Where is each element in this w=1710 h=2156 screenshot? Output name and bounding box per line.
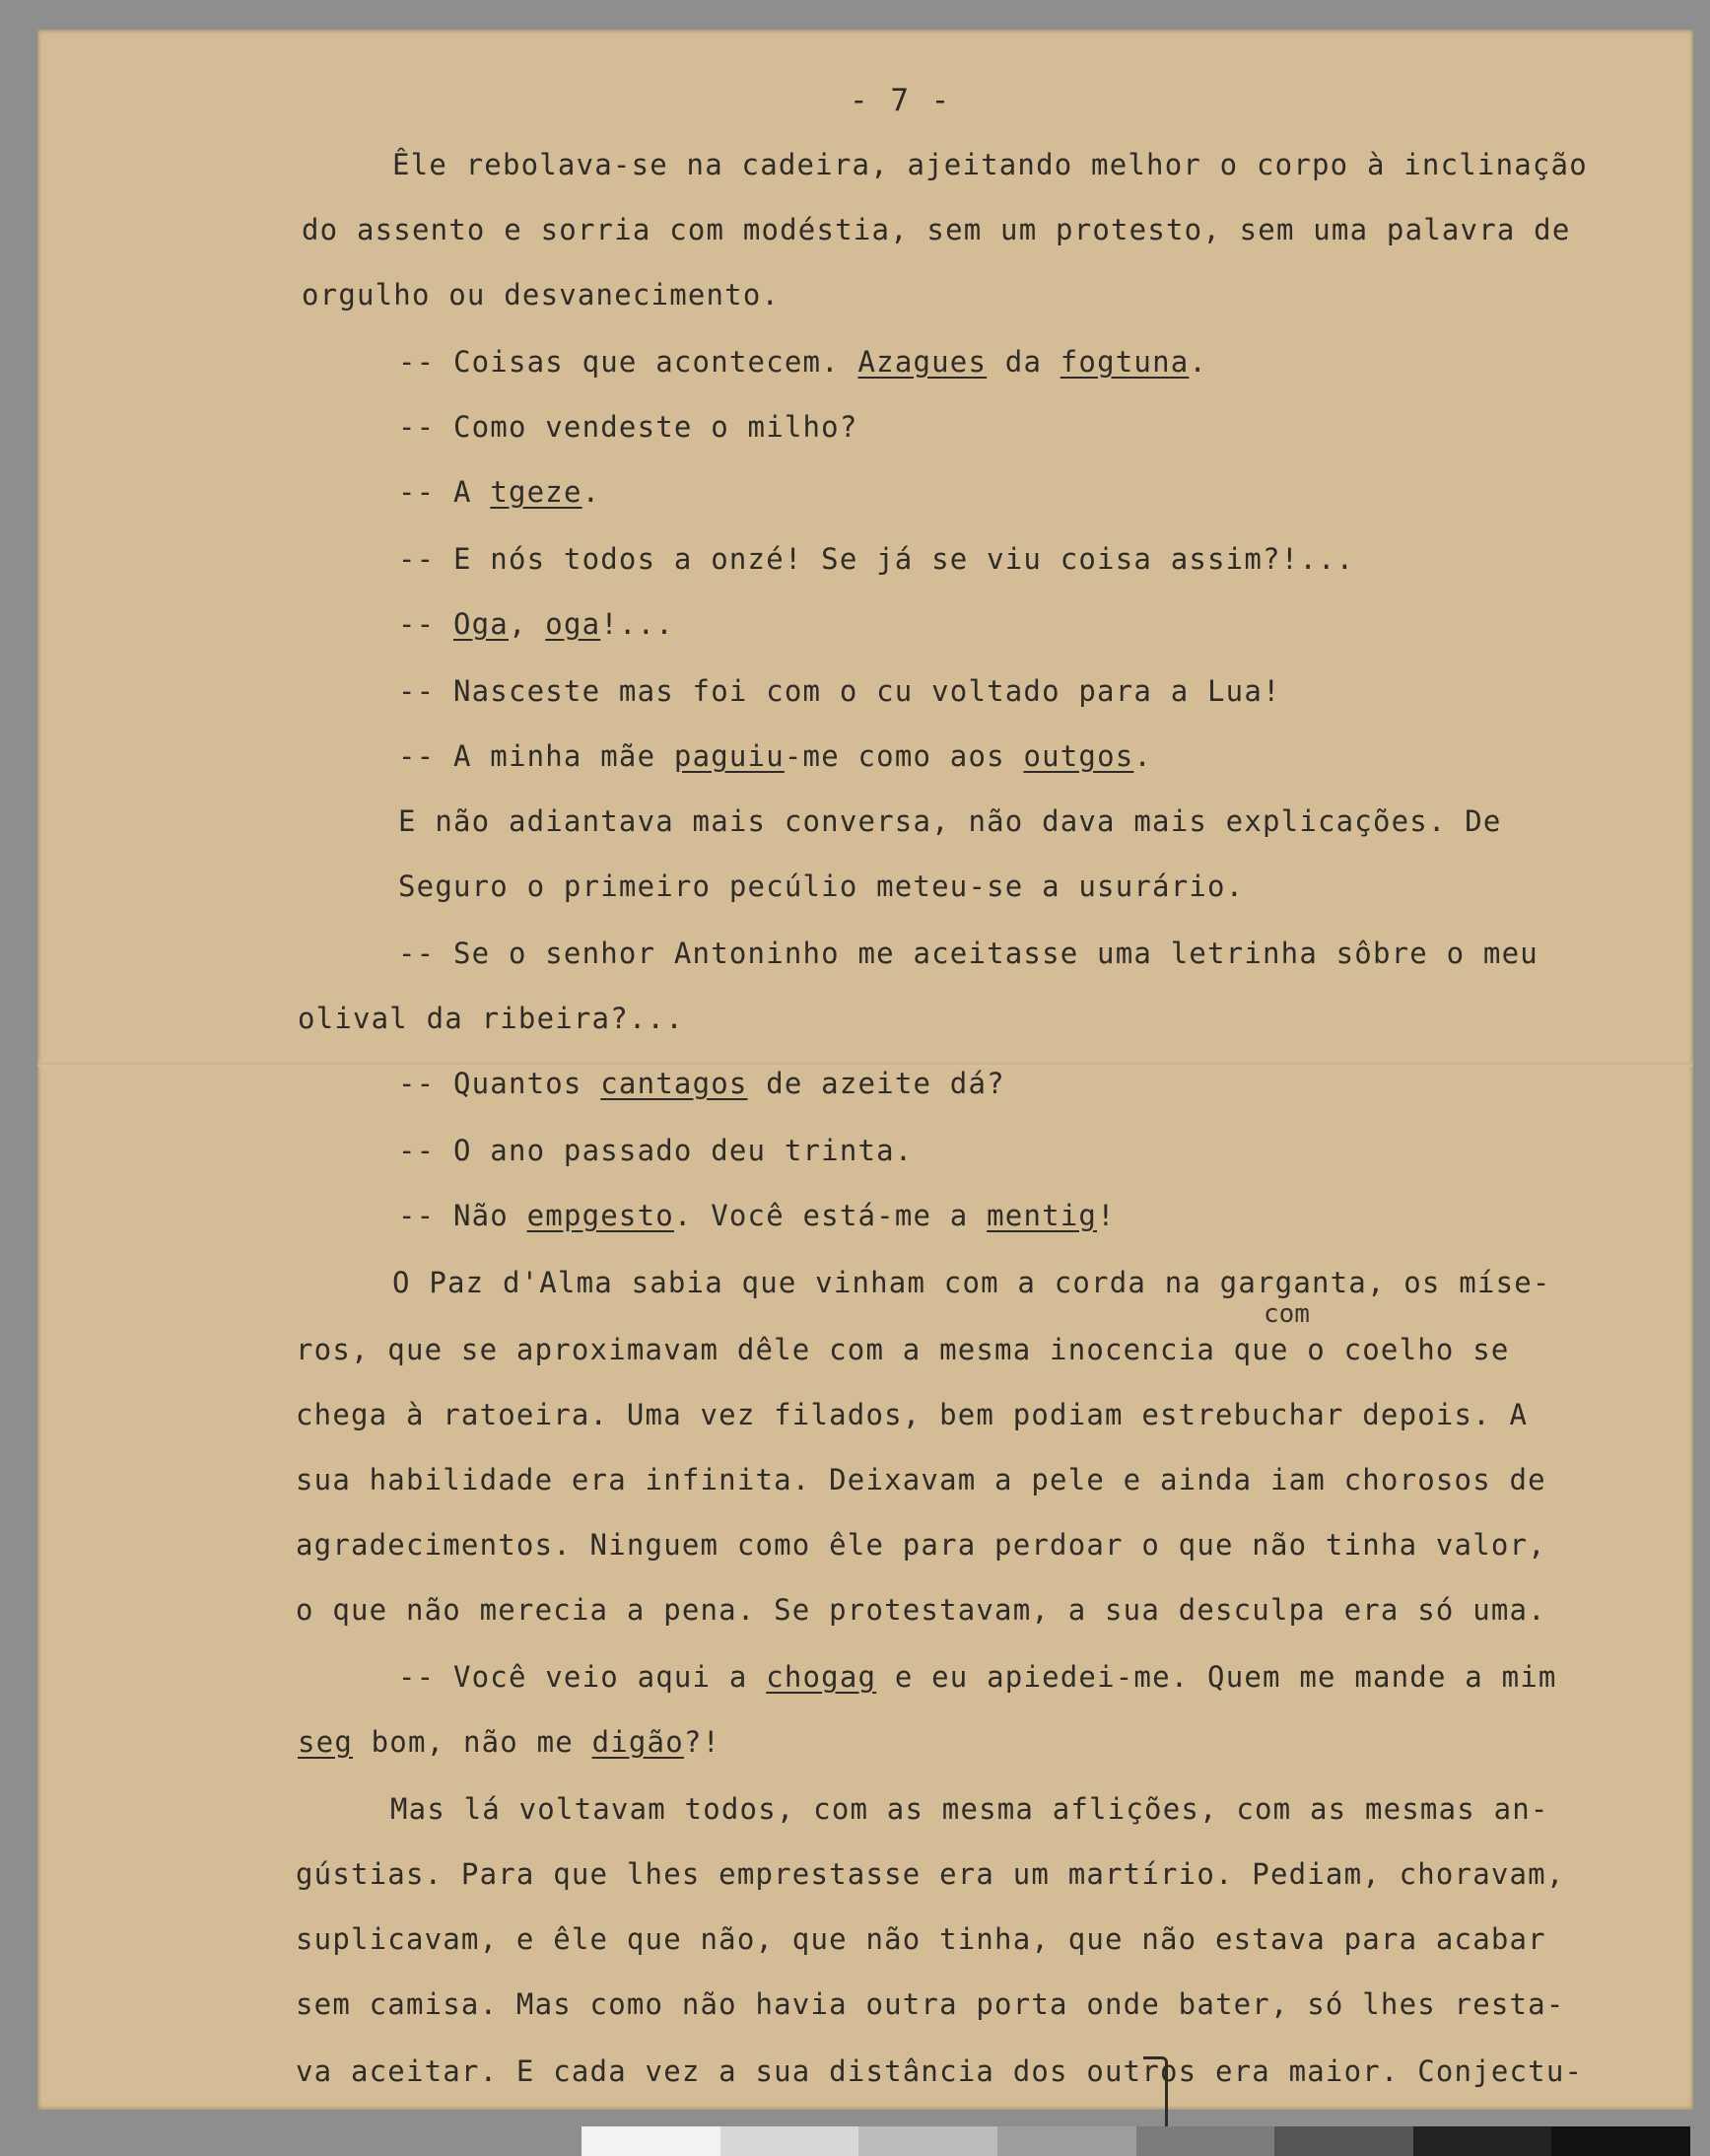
underlined-word: seg [298, 1725, 353, 1759]
text-line [398, 475, 600, 509]
text-line [392, 1266, 1551, 1299]
text-segment: Seguro o primeiro pecúlio meteu-se a usurário. [398, 869, 1245, 903]
text-line [398, 607, 674, 641]
underlined-word: fogtuna [1060, 345, 1190, 379]
text-segment: chega à ratoeira. Uma vez filados, bem podiam estrebuchar depois. A [296, 1398, 1529, 1431]
text-segment: da [987, 345, 1060, 379]
text-line [296, 1593, 1546, 1627]
text-line [398, 739, 1152, 773]
underlined-word: empgesto [526, 1199, 674, 1232]
text-segment: !... [600, 607, 674, 641]
text-line [398, 410, 858, 444]
text-segment: agradecimentos. Ninguem como êle para perdoar o que não tinha valor, [296, 1528, 1546, 1562]
text-line [296, 1987, 1565, 2021]
text-segment: suplicavam, e êle que não, que não tinha, que não estava para acabar [296, 1922, 1546, 1956]
text-line [398, 1134, 913, 1167]
text-segment: -- O ano passado deu trinta. [398, 1134, 914, 1167]
text-segment: -- A [398, 475, 491, 509]
text-segment: -- Quantos [398, 1067, 601, 1100]
text-segment: -- Se o senhor Antoninho me aceitasse uma letrinha sôbre o meu [398, 937, 1539, 970]
underlined-word: digão [591, 1725, 684, 1759]
underlined-word: Azagues [857, 345, 988, 379]
text-segment: , [508, 607, 546, 641]
text-line [298, 1002, 684, 1035]
underlined-word: tgeze [490, 475, 582, 509]
underlined-word: chogag [766, 1660, 877, 1694]
text-line [398, 1660, 1557, 1694]
text-segment: E não adiantava mais conversa, não dava mais explicações. De [398, 804, 1502, 838]
text-line [398, 542, 1354, 576]
text-segment: -- [398, 607, 453, 641]
text-segment: do assento e sorria com modéstia, sem um protesto, sem uma palavra de [302, 213, 1571, 246]
text-segment: orgulho ou desvanecimento. [302, 278, 781, 312]
text-segment: -- Nasceste mas foi com o cu voltado para a Lua! [398, 674, 1281, 708]
text-line [392, 148, 1588, 181]
text-segment: -- E nós todos a onzé! Se já se viu coisa assim?!... [398, 542, 1355, 576]
text-segment: olival da ribeira?... [298, 1002, 684, 1035]
text-line [398, 869, 1244, 903]
text-segment: o que não merecia a pena. Se protestavam, a sua desculpa era só uma. [296, 1593, 1546, 1627]
underlined-word: mentig [987, 1199, 1098, 1232]
text-segment: . [1133, 739, 1153, 773]
text-line [398, 345, 1207, 379]
interlinear-correction: com [1264, 1299, 1310, 1329]
text-segment: . [1189, 345, 1208, 379]
text-line [296, 1528, 1546, 1562]
text-segment: ros, que se aproximavam dêle com a mesma inocencia que o coelho se [296, 1333, 1510, 1366]
text-line [296, 1463, 1546, 1496]
text-segment: . [581, 475, 601, 509]
color-scale-bar [581, 2126, 1690, 2156]
text-line [302, 213, 1571, 246]
underlined-word: paguiu [673, 739, 785, 773]
text-line [398, 1199, 1116, 1232]
text-segment: -- Como vendeste o milho? [398, 410, 858, 444]
text-segment: -- A minha mãe [398, 739, 674, 773]
text-segment: -- Você veio aqui a [398, 1660, 767, 1694]
text-segment: bom, não me [352, 1725, 592, 1759]
text-segment: ?! [683, 1725, 721, 1759]
text-segment: sem camisa. Mas como não havia outra porta onde bater, só lhes resta- [296, 1987, 1565, 2021]
text-line [302, 278, 780, 312]
underlined-word: cantagos [600, 1067, 748, 1100]
text-segment: Mas lá voltavam todos, com as mesma aflições, com as mesmas an- [390, 1792, 1549, 1826]
underlined-word: Oga [452, 607, 509, 641]
text-line [390, 1792, 1549, 1826]
text-line [398, 804, 1502, 838]
page-number: - 7 - [850, 83, 952, 118]
text-segment: ! [1097, 1199, 1116, 1232]
text-segment: -- Coisas que acontecem. [398, 345, 858, 379]
text-line [296, 1857, 1565, 1891]
text-line [398, 937, 1539, 970]
text-segment: sua habilidade era infinita. Deixavam a pele e ainda iam chorosos de [296, 1463, 1546, 1496]
text-line [296, 1922, 1546, 1956]
text-segment: va aceitar. E cada vez a sua distância dos outros era maior. Conjectu- [296, 2054, 1584, 2088]
underlined-word: oga [545, 607, 601, 641]
text-segment: de azeite dá? [747, 1067, 1005, 1100]
text-segment: e eu apiedei-me. Quem me mande a mim [876, 1660, 1557, 1694]
underlined-word: outgos [1023, 739, 1134, 773]
text-segment: . Você está-me a [673, 1199, 988, 1232]
text-line [296, 1398, 1528, 1431]
text-line [298, 1725, 720, 1759]
text-segment: gústias. Para que lhes emprestasse era um martírio. Pediam, choravam, [296, 1857, 1565, 1891]
text-line [296, 1333, 1510, 1366]
text-line [398, 674, 1281, 708]
text-line [398, 1067, 1005, 1100]
text-segment: O Paz d'Alma sabia que vinham com a corda na garganta, os míse- [392, 1266, 1551, 1299]
text-segment: -- Não [398, 1199, 527, 1232]
text-segment: Êle rebolava-se na cadeira, ajeitando melhor o corpo à inclinação [392, 148, 1588, 181]
text-segment: -me como aos [784, 739, 1024, 773]
text-line [296, 2054, 1583, 2088]
handwritten-bracket [1143, 2056, 1168, 2131]
